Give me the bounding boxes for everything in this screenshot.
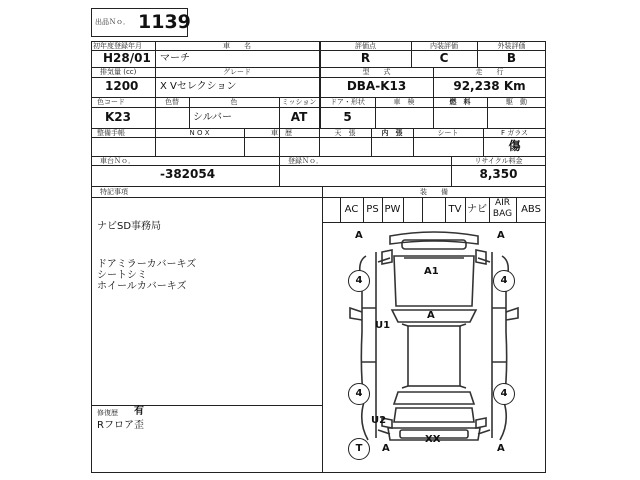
- reg-no-label: 登録Ｎｏ．: [288, 157, 323, 165]
- model-label: 型 式: [362, 68, 391, 76]
- mark-rear-left: A: [382, 443, 390, 454]
- repair-label: 修復歴: [97, 409, 118, 417]
- wheel-rear-right: 4: [493, 383, 515, 405]
- color-value: シルバー: [193, 112, 233, 123]
- equip-navi: ナビ: [467, 204, 487, 215]
- lot-number-label: 出品Ｎｏ．: [95, 18, 130, 26]
- equip-ps: PS: [366, 204, 379, 215]
- mark-u2: U2: [371, 415, 387, 426]
- note-line-4: ホイールカバーキズ: [97, 281, 187, 292]
- transmission-label: ミッション: [281, 98, 317, 106]
- inspection-label: 車 検: [393, 98, 415, 106]
- mark-roof: A1: [424, 266, 439, 277]
- equip-abs: ABS: [521, 204, 541, 215]
- transmission-value: AT: [290, 110, 308, 124]
- wheel-front-right: 4: [493, 270, 515, 292]
- car-name-value: マーチ: [160, 53, 190, 64]
- glass-value: 傷: [508, 139, 521, 153]
- fuel-label: 燃 料: [449, 98, 471, 106]
- wheel-front-left: 4: [348, 270, 370, 292]
- recycle-value: 8,350: [479, 167, 518, 181]
- color-change-label: 色替: [165, 98, 179, 106]
- displacement-label: 排気量 (cc): [100, 68, 137, 76]
- mark-u1: U1: [375, 320, 391, 331]
- mark-center: A: [427, 310, 435, 321]
- equip-pw: PW: [384, 204, 401, 215]
- doors-label: ドア・形状: [330, 98, 365, 106]
- exterior-label: 外装評価: [497, 42, 526, 50]
- model-value: DBA-K13: [346, 79, 407, 93]
- score-value: R: [360, 51, 371, 65]
- rear-t-circle: T: [348, 438, 370, 460]
- note-line-2: ドアミラーカバーキズ: [97, 259, 197, 270]
- lot-number-value: 1139: [138, 11, 191, 33]
- note-line-1: ナビSD事務局: [97, 221, 162, 232]
- car-name-label: 車 名: [223, 42, 251, 50]
- displacement-value: 1200: [105, 79, 139, 93]
- chassis-value: -382054: [160, 167, 216, 181]
- color-code-label: 色コード: [97, 98, 125, 106]
- grade-label: グレード: [223, 68, 251, 76]
- glass-label: F ガラス: [500, 129, 529, 137]
- exterior-value: B: [506, 51, 517, 65]
- sunroof-label: 天 張: [334, 129, 356, 137]
- color-label: 色: [230, 98, 238, 106]
- grade-value: X Vセレクション: [160, 81, 237, 92]
- mileage-value: 92,238 Km: [453, 79, 526, 93]
- equip-airbag: AIR BAG: [492, 198, 513, 219]
- interior-label: 内装評価: [430, 42, 458, 50]
- nox-label: N O X: [189, 129, 210, 137]
- interior-trim-label: 内 張: [381, 129, 403, 137]
- mark-front-right: A: [497, 230, 505, 241]
- equip-ac: AC: [344, 204, 359, 215]
- doors-value: 5: [343, 110, 352, 124]
- note-line-3: シートシミ: [97, 270, 147, 281]
- repair-value: 有: [134, 406, 144, 417]
- mark-front-left: A: [355, 230, 363, 241]
- mark-rear-xx: XX: [425, 434, 441, 445]
- manual-label: 整備手帳: [97, 129, 125, 137]
- repair-detail: Rフロア歪: [97, 420, 144, 431]
- chassis-label: 車台Ｎｏ．: [100, 157, 135, 165]
- wheel-rear-left: 4: [348, 383, 370, 405]
- equipment-label: 装 備: [420, 188, 448, 196]
- score-label: 評価点: [355, 42, 376, 50]
- first-reg-label: 初年度登録年月: [93, 42, 142, 50]
- equip-tv: TV: [448, 204, 462, 215]
- first-reg-value: H28/01: [103, 51, 151, 65]
- color-code-value: K23: [105, 110, 131, 124]
- interior-value: C: [439, 51, 449, 65]
- notes-label: 特記事項: [100, 188, 128, 196]
- mileage-label: 走 行: [475, 68, 504, 76]
- recycle-label: リサイクル料金: [474, 157, 523, 165]
- seat-label: シート: [437, 129, 459, 137]
- history-label: 車 歴: [271, 129, 292, 137]
- drive-label: 駆 動: [506, 98, 527, 106]
- mark-rear-right: A: [497, 443, 505, 454]
